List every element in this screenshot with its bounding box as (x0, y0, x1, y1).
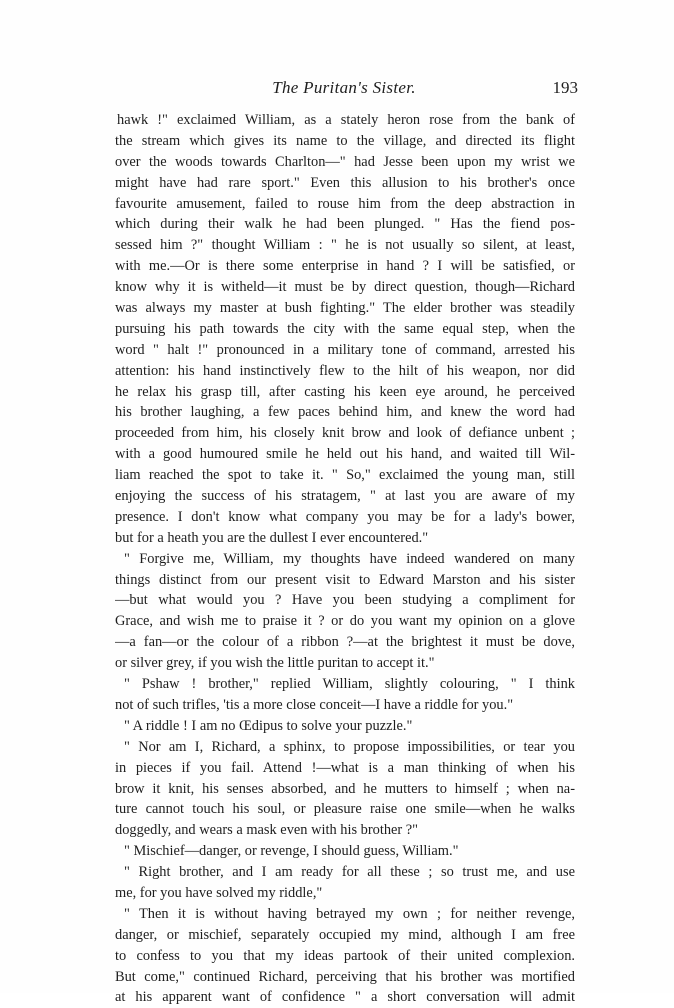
text-line: —but what would you ? Have you been studying a compliment for (115, 592, 575, 609)
text-line: ture cannot touch his soul, or pleasure raise one smile—when he walks (115, 801, 575, 818)
text-line: me, for you have solved my riddle," (115, 884, 323, 901)
text-line: " Pshaw ! brother," replied William, slightly colouring, " I think (124, 676, 575, 693)
text-line: brow it knit, his senses absorbed, and he mutters to himself ; when na- (115, 780, 575, 797)
text-line: with me.—Or is there some enterprise in hand ? I will be satisfied, or (115, 258, 575, 275)
text-line: might have had rare sport." Even this allusion to his brother's once (115, 174, 575, 191)
text-line: to confess to you that my ideas partook of their united complexion. (115, 947, 575, 964)
text-line: with a good humoured smile he held out his hand, and waited till Wil- (115, 446, 575, 463)
text-line: or silver grey, if you wish the little puritan to accept it." (115, 655, 435, 672)
text-line: was always my master at bush fighting." The elder brother was steadily (115, 300, 575, 317)
text-line: doggedly, and wears a mask even with his brother ?" (115, 822, 419, 839)
text-line: not of such trifles, 'tis a more close conceit—I have a riddle for you." (115, 696, 514, 713)
text-line: enjoying the success of his stratagem, " at last you are aware of my (115, 488, 575, 505)
text-line: pursuing his path towards the city with the same equal step, when the (115, 320, 575, 337)
body-text (115, 110, 575, 1008)
text-line: presence. I don't know what company you may be for a lady's bower, (115, 508, 575, 525)
text-line: " Forgive me, William, my thoughts have indeed wandered on many (124, 550, 575, 567)
text-line: know why it is witheld—it must be by direct question, though—Richard (115, 279, 575, 296)
text-line: his brother laughing, a few paces behind him, and knew the word had (115, 404, 575, 421)
text-line: he relax his grasp till, after casting his keen eye around, he perceived (115, 383, 575, 400)
text-line: Grace, and wish me to praise it ? or do you want my opinion on a glove (115, 613, 575, 630)
text-line: " Nor am I, Richard, a sphinx, to propose impossibilities, or tear you (124, 738, 575, 755)
text-line: —a fan—or the colour of a ribbon ?—at the brightest it must be dove, (115, 634, 575, 651)
text-line: favourite amusement, failed to rouse him from the deep abstraction in (115, 195, 575, 212)
text-line: " Then it is without having betrayed my own ; for neither revenge, (124, 905, 575, 922)
text-line: hawk !" exclaimed William, as a stately heron rose from the bank of (117, 112, 575, 128)
text-line: word " halt !" pronounced in a military tone of command, arrested his (115, 341, 575, 358)
running-head (110, 78, 578, 102)
text-line: danger, or mischief, separately occupied my mind, although I am free (115, 926, 575, 943)
text-line: at his apparent want of confidence " a short conversation will admit (115, 989, 575, 1006)
text-line: liam reached the spot to take it. " So," exclaimed the young man, still (115, 467, 575, 484)
text-line: but for a heath you are the dullest I ever encountered." (115, 529, 429, 546)
text-line: in pieces if you fail. Attend !—what is a man thinking of when his (115, 759, 575, 776)
text-line: which during their walk he had been plunged. " Has the fiend pos- (115, 216, 575, 233)
page-number: 193 (552, 78, 578, 97)
text-line: the stream which gives its name to the village, and directed its flight (115, 132, 575, 149)
text-line: But come," continued Richard, perceiving that his brother was mortified (115, 968, 575, 985)
text-line: proceeded from him, his closely knit brow and look of defiance unbent ; (115, 425, 575, 442)
text-line: " Mischief—danger, or revenge, I should guess, William." (124, 843, 459, 860)
text-line: " A riddle ! I am no Œdipus to solve your puzzle." (124, 717, 413, 734)
text-line: things distinct from our present visit to Edward Marston and his sister (115, 571, 575, 588)
text-line: " Right brother, and I am ready for all these ; so trust me, and use (124, 864, 575, 881)
text-line: sessed him ?" thought William : " he is not usually so silent, at least, (115, 237, 575, 254)
running-title: The Puritan's Sister. (272, 78, 416, 97)
text-line: over the woods towards Charlton—" had Jesse been upon my wrist we (115, 153, 575, 170)
text-line: attention: his hand instinctively flew to the hilt of his weapon, nor did (115, 362, 575, 379)
